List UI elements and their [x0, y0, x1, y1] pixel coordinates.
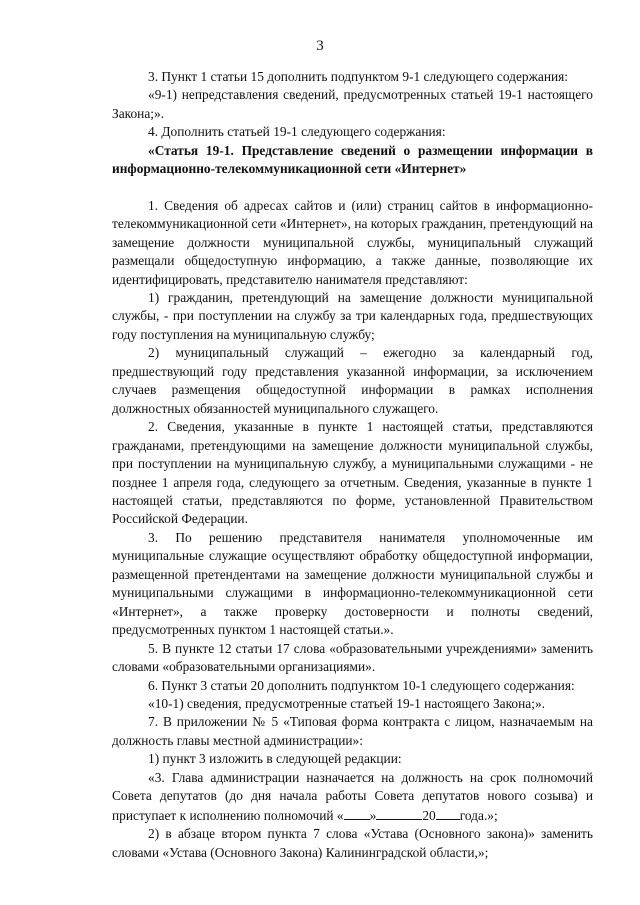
day-blank [344, 806, 370, 820]
paragraph-quote-10-1: «10-1) сведения, предусмотренные статьей 19-1 настоящего Закона;». [148, 695, 545, 711]
paragraph-article-point-2: 2. Сведения, указанные в пункте 1 настоящей статьи, представляются гражданами, претендующими на замещение должности муниципальной службы, при поступлении на муниципальную службу, а муниципальными служащими - не позднее 1 апреля года, следующего за отчетным. Сведения, указанные в пункте 1 настоящей статьи, представляются по форме, установленной Правительством Российской Федерации. [112, 419, 593, 527]
month-blank [376, 806, 422, 820]
year-blank [436, 806, 460, 820]
paragraph-item-6: 6. Пункт 3 статьи 20 дополнить подпунктом 10-1 следующего содержания: [148, 677, 575, 693]
paragraph-subpoint-2: 2) муниципальный служащий – ежегодно за календарный год, предшествующий году представления указанной информации, за исключением случаев размещения общедоступной информации в рамках исполнения должностных обязанностей муниципального служащего. [112, 345, 593, 416]
contract-point-3-text: «3. Глава администрации назначается на должность на срок полномочий Совета депутатов (до дня начала работы Совета депутатов нового созыва) и приступает к исполнению полномочий « [112, 769, 593, 823]
paragraph-item-7: 7. В приложении № 5 «Типовая форма контракта с лицом, назначаемым на должность главы местной администрации»: [112, 714, 593, 748]
page-number: 3 [316, 38, 324, 54]
paragraph-article-point-1: 1. Сведения об адресах сайтов и (или) страниц сайтов в информационно-телекоммуникационной сети «Интернет», на которых гражданин, претендующий на замещение должности муниципальной службы, муниципальный служащий размещали общедоступную информацию, а также данные, позволяющие их идентифицировать, представителю нанимателя представляют: [112, 197, 593, 287]
year-suffix: года.»; [459, 807, 498, 823]
document-body [112, 68, 593, 862]
paragraph-subitem-2: 2) в абзаце втором пункта 7 слова «Устава (Основного закона)» заменить словами «Устава (Основного Закона) Калининградской области,»; [112, 826, 593, 860]
close-quote: » [369, 807, 377, 823]
paragraph-article-point-3: 3. По решению представителя нанимателя уполномоченные им муниципальные служащие осуществляют обработку общедоступной информации, размещенной претендентами на замещение должности муниципальной службы и муниципальными служащими в информационно-телекоммуникационной сети «Интернет», а также проверку достоверности и полноты сведений, предусмотренных пунктом 1 настоящей статьи.». [112, 529, 593, 638]
paragraph-subitem-1: 1) пункт 3 изложить в следующей редакции: [148, 751, 402, 767]
paragraph-item-5: 5. В пункте 12 статьи 17 слова «образовательными учреждениями» заменить словами «образовательными организациями». [112, 640, 593, 675]
paragraph-subpoint-1: 1) гражданин, претендующий на замещение должности муниципальной службы, - при поступлении на службу за три календарных года, предшествующих году поступления на муниципальную службу; [112, 289, 593, 342]
paragraph-item-4: 4. Дополнить статьей 19-1 следующего содержания: [148, 124, 446, 140]
paragraph-quote-9-1: «9-1) непредставления сведений, предусмотренных статьей 19-1 настоящего Закона;». [112, 87, 593, 121]
paragraph-contract-point-3 [112, 769, 593, 825]
year-prefix: 20 [422, 807, 436, 823]
article-heading: «Статья 19-1. Представление сведений о размещении информации в информационно-телекоммуникационной сети «Интернет» [112, 142, 593, 177]
paragraph-item-3: 3. Пункт 1 статьи 15 дополнить подпунктом 9-1 следующего содержания: [148, 69, 569, 84]
